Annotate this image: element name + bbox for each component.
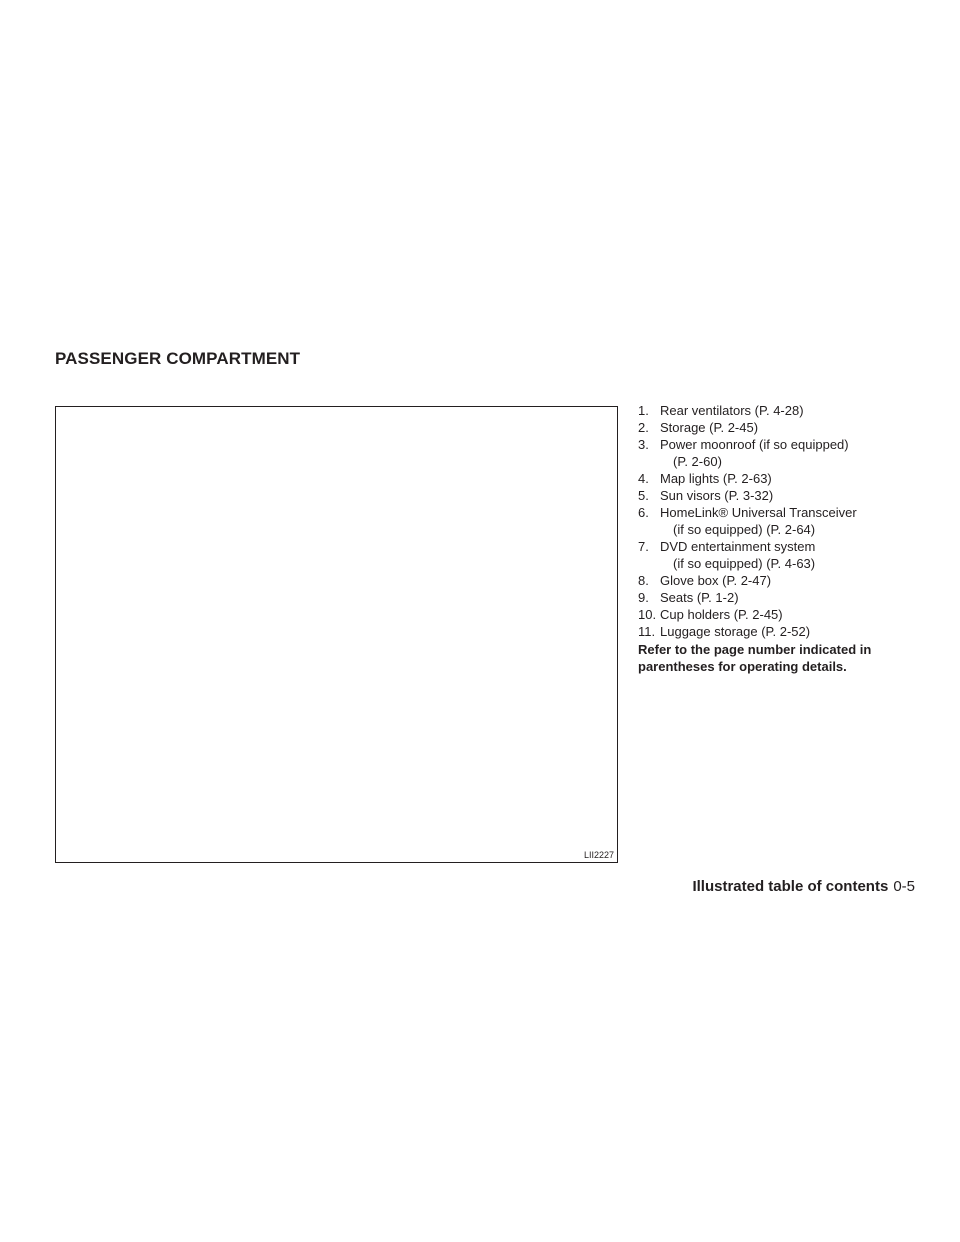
item-number: 10. <box>638 607 657 622</box>
item-text: Glove box (P. 2-47) <box>660 573 772 588</box>
list-item <box>638 402 918 419</box>
item-list <box>638 402 918 640</box>
list-item <box>638 623 918 640</box>
item-text: Storage (P. 2-45) <box>660 420 759 435</box>
item-number: 5. <box>638 488 649 503</box>
item-number: 9. <box>638 590 649 605</box>
item-text: HomeLink® Universal Transceiver <box>660 505 857 520</box>
list-item <box>638 589 918 606</box>
item-number: 4. <box>638 471 649 486</box>
item-number: 8. <box>638 573 649 588</box>
operating-note: Refer to the page number indicated in parentheses for operating details. <box>638 642 872 674</box>
illustration-figure <box>55 406 618 863</box>
item-number: 6. <box>638 505 649 520</box>
item-text: Cup holders (P. 2-45) <box>660 607 783 622</box>
section-title: PASSENGER COMPARTMENT <box>55 349 301 368</box>
item-text: Luggage storage (P. 2-52) <box>660 624 811 639</box>
list-item <box>638 470 918 487</box>
item-continuation: (P. 2-60) <box>673 454 722 469</box>
item-text: Rear ventilators (P. 4-28) <box>660 403 804 418</box>
list-item <box>638 538 918 572</box>
figure-code: LII2227 <box>583 850 614 860</box>
item-number: 11. <box>638 624 656 639</box>
item-text: Map lights (P. 2-63) <box>660 471 772 486</box>
item-number: 2. <box>638 420 649 435</box>
list-item <box>638 436 918 470</box>
item-number: 7. <box>638 539 649 554</box>
item-number: 1. <box>638 403 649 418</box>
list-item <box>638 606 918 623</box>
item-text: Power moonroof (if so equipped) <box>660 437 849 452</box>
item-text: Sun visors (P. 3-32) <box>660 488 774 503</box>
list-item <box>638 419 918 436</box>
item-continuation: (if so equipped) (P. 2-64) <box>673 522 816 537</box>
item-number: 3. <box>638 437 649 452</box>
list-item <box>638 487 918 504</box>
item-continuation: (if so equipped) (P. 4-63) <box>673 556 816 571</box>
list-item <box>638 504 918 538</box>
list-item <box>638 572 918 589</box>
item-text: DVD entertainment system <box>660 539 816 554</box>
item-text: Seats (P. 1-2) <box>660 590 739 605</box>
footer-section-title: Illustrated table of contents <box>692 878 889 895</box>
page-footer <box>692 878 915 895</box>
page-number: 0-5 <box>893 878 915 895</box>
